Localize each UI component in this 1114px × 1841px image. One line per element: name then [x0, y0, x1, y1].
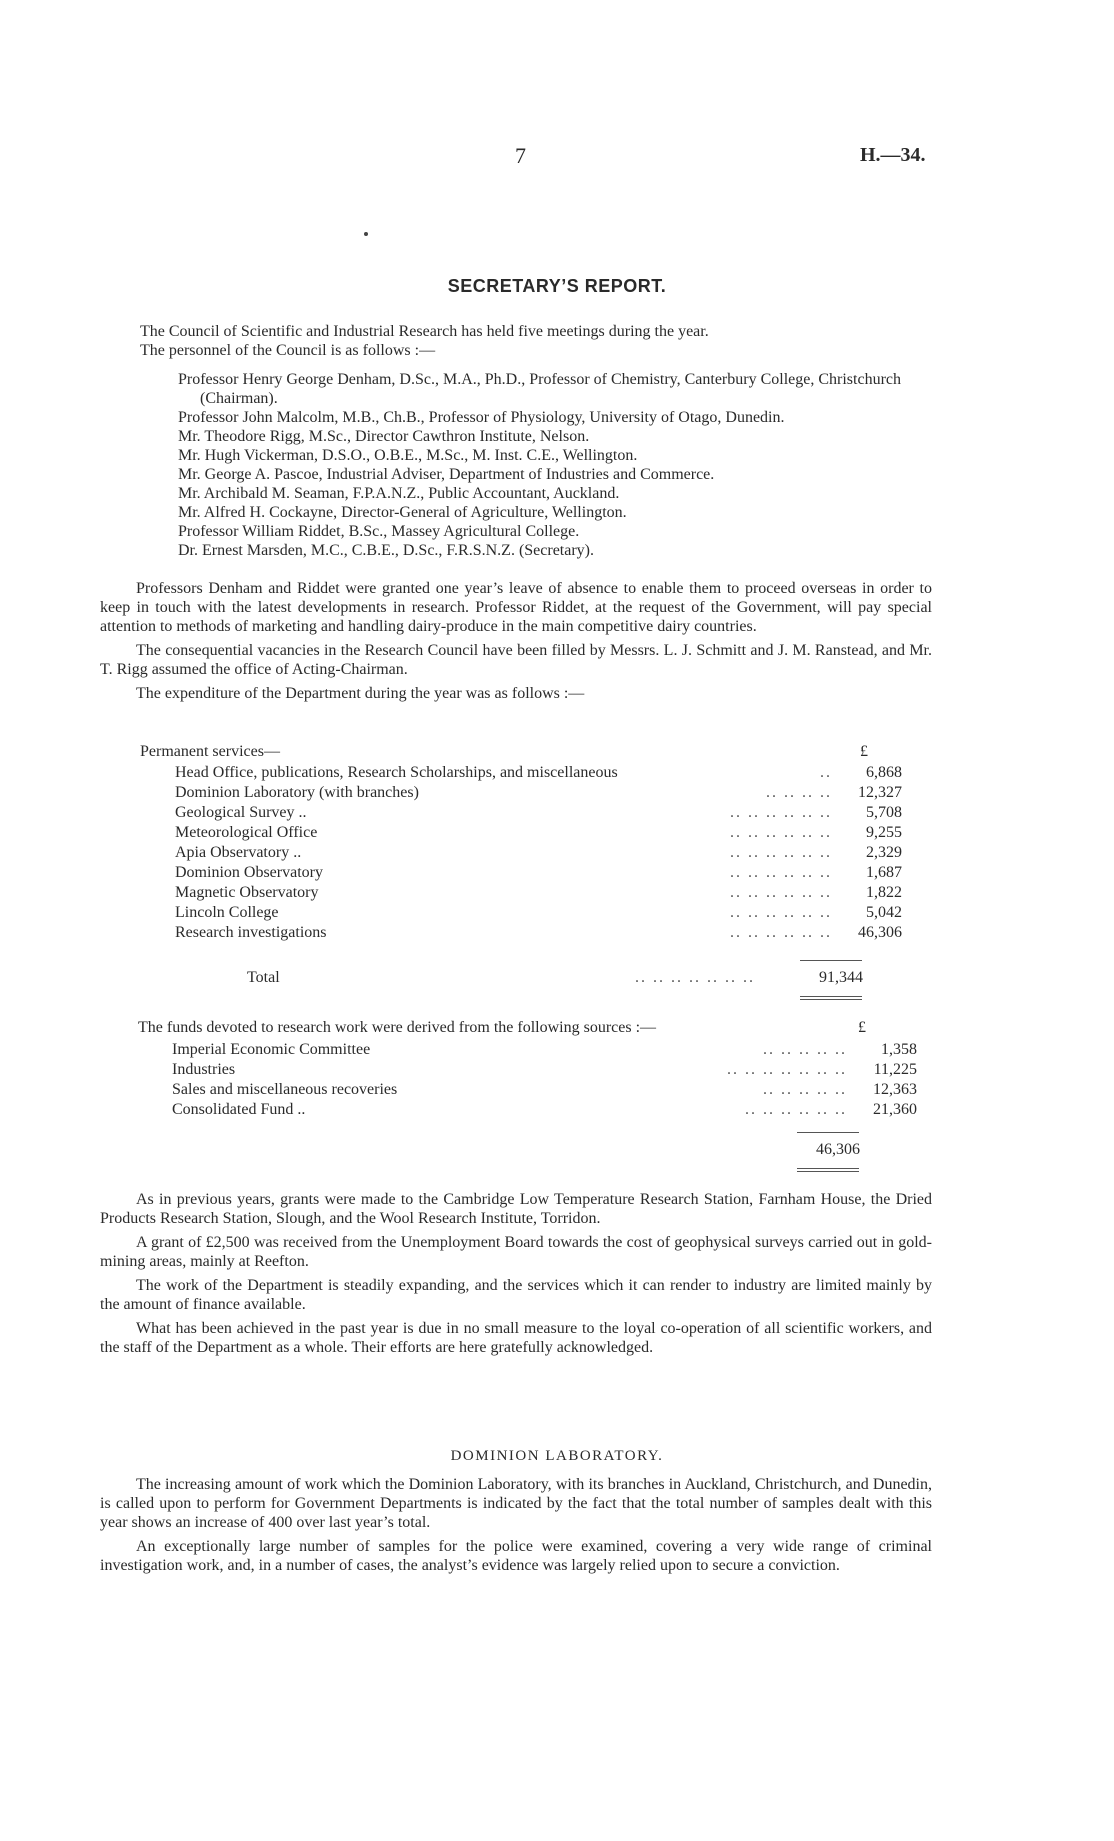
- council-member: Professor William Riddet, B.Sc., Massey Agricultural College.: [178, 523, 580, 540]
- expense-label: Apia Observatory ..: [175, 844, 302, 861]
- expense-value: 9,255: [866, 824, 902, 841]
- expense-value: 5,042: [866, 904, 902, 921]
- total-rule-bottom: [797, 1171, 859, 1172]
- table-row: [175, 763, 902, 783]
- funds-table: [172, 1040, 917, 1120]
- expense-label: Dominion Laboratory (with branches): [175, 784, 419, 801]
- subtotal-rule: [797, 1132, 859, 1133]
- table-row: [172, 1080, 917, 1100]
- council-member: Mr. George A. Pascoe, Industrial Adviser, Department of Industries and Commerce.: [178, 466, 715, 483]
- table-row: [175, 803, 902, 823]
- expense-label: Research investigations: [175, 924, 327, 941]
- fund-value: 21,360: [873, 1101, 917, 1118]
- dot-leader: .. .. .. .. .. ..: [730, 824, 832, 841]
- funds-currency: £: [858, 1019, 866, 1036]
- dot-leader: .. .. .. .. .. ..: [745, 1101, 847, 1118]
- funds-total-value: 46,306: [816, 1141, 860, 1158]
- expense-label: Dominion Observatory: [175, 864, 323, 881]
- body-paragraph: The work of the Department is steadily expanding, and the services which it can render to industry are limited mainly by the amount of finance available.: [100, 1277, 932, 1313]
- intro-line: The personnel of the Council is as follows :—: [140, 342, 436, 359]
- laboratory-paragraphs: [100, 1475, 932, 1580]
- fund-label: Sales and miscellaneous recoveries: [172, 1081, 398, 1098]
- expenditure-table: [175, 763, 902, 943]
- total-value: 91,344: [819, 969, 863, 986]
- council-member: Mr. Hugh Vickerman, D.S.O., O.B.E., M.Sc., M. Inst. C.E., Wellington.: [178, 447, 638, 464]
- council-member: Mr. Alfred H. Cockayne, Director-General of Agriculture, Wellington.: [178, 504, 627, 521]
- table-row: [175, 783, 902, 803]
- table-row: [172, 1100, 917, 1120]
- total-rule-bottom: [800, 999, 862, 1000]
- table-row: [175, 923, 902, 943]
- dot-leader: .. .. .. .. .. ..: [730, 884, 832, 901]
- body-paragraph: An exceptionally large number of samples for the police were examined, covering a very wide range of criminal investigation work, and, in a number of cases, the analyst’s evidence was largely relied upon to secure a conviction.: [100, 1538, 932, 1574]
- expenditure-heading: Permanent services—: [140, 743, 280, 760]
- dot-leader: ..: [820, 764, 832, 781]
- table-row: [175, 843, 902, 863]
- table-row: [172, 1040, 917, 1060]
- body-paragraph: The consequential vacancies in the Research Council have been filled by Messrs. L. J. Schmitt and J. M. Ranstead, and Mr. T. Rigg assumed the office of Acting-Chairman.: [100, 642, 932, 678]
- expense-value: 6,868: [866, 764, 902, 781]
- council-member: Dr. Ernest Marsden, M.C., C.B.E., D.Sc., F.R.S.N.Z. (Secretary).: [178, 542, 595, 559]
- body-paragraph: What has been achieved in the past year is due in no small measure to the loyal co-operation of all scientific workers, and the staff of the Department as a whole. Their efforts are here gratefully acknowledged.: [100, 1320, 932, 1356]
- fund-label: Consolidated Fund ..: [172, 1101, 306, 1118]
- council-member: Mr. Theodore Rigg, M.Sc., Director Cawthron Institute, Nelson.: [178, 428, 590, 445]
- body-paragraph: A grant of £2,500 was received from the Unemployment Board towards the cost of geophysical surveys carried out in gold-mining areas, mainly at Reefton.: [100, 1234, 932, 1270]
- fund-value: 1,358: [881, 1041, 917, 1058]
- table-row: [175, 863, 902, 883]
- body-paragraph: The expenditure of the Department during the year was as follows :—: [136, 685, 585, 702]
- expense-label: Head Office, publications, Research Scholarships, and miscellaneous: [175, 764, 618, 781]
- expense-value: 1,822: [866, 884, 902, 901]
- expense-label: Magnetic Observatory: [175, 884, 319, 901]
- fund-label: Imperial Economic Committee: [172, 1041, 371, 1058]
- dot-leader: .. .. .. ..: [766, 784, 832, 801]
- expense-value: 5,708: [866, 804, 902, 821]
- intro-line: The Council of Scientific and Industrial Research has held five meetings during the year.: [140, 323, 709, 340]
- table-row: [175, 883, 902, 903]
- council-members-list: [178, 370, 938, 560]
- total-label: Total: [247, 969, 280, 986]
- dot-leader: .. .. .. .. ..: [763, 1081, 847, 1098]
- expenditure-currency: £: [860, 743, 868, 760]
- report-title: SECRETARY’S REPORT.: [447, 276, 667, 296]
- print-speck: [364, 232, 368, 236]
- dot-leader: .. .. .. .. ..: [763, 1041, 847, 1058]
- fund-value: 12,363: [873, 1081, 917, 1098]
- expense-value: 2,329: [866, 844, 902, 861]
- table-row: [175, 903, 902, 923]
- expense-label: Meteorological Office: [175, 824, 318, 841]
- expense-value: 12,327: [858, 784, 902, 801]
- council-member: Professor Henry George Denham, D.Sc., M.A., Ph.D., Professor of Chemistry, Canterbury College, Christchurch (Chairman).: [178, 371, 901, 407]
- fund-label: Industries: [172, 1061, 236, 1078]
- dot-leader: .. .. .. .. .. ..: [730, 804, 832, 821]
- funds-heading: The funds devoted to research work were derived from the following sources :—: [138, 1019, 657, 1036]
- expense-label: Lincoln College: [175, 904, 279, 921]
- council-member: Professor John Malcolm, M.B., Ch.B., Professor of Physiology, University of Otago, Dunedin.: [178, 409, 785, 426]
- expense-label: Geological Survey ..: [175, 804, 307, 821]
- leave-paragraphs: [100, 579, 932, 708]
- dot-leader: .. .. .. .. .. ..: [730, 904, 832, 921]
- dot-leader: .. .. .. .. .. ..: [730, 924, 832, 941]
- dot-leader: .. .. .. .. .. .. ..: [635, 969, 755, 986]
- dot-leader: .. .. .. .. .. .. ..: [727, 1061, 847, 1078]
- body-paragraph: Professors Denham and Riddet were granted one year’s leave of absence to enable them to proceed overseas in order to keep in touch with the latest developments in research. Professor Riddet, at the request of the Government, will pay special attention to methods of marketing and handling dairy-produce in the main competitive dairy countries.: [100, 580, 932, 635]
- page-number: 7: [515, 143, 526, 168]
- total-rule-top: [797, 1168, 859, 1169]
- council-member: Mr. Archibald M. Seaman, F.P.A.N.Z., Public Accountant, Auckland.: [178, 485, 620, 502]
- total-rule-top: [800, 996, 862, 997]
- dot-leader: .. .. .. .. .. ..: [730, 844, 832, 861]
- section-title: DOMINION LABORATORY.: [450, 1448, 664, 1464]
- table-row: [175, 823, 902, 843]
- fund-value: 11,225: [873, 1061, 917, 1078]
- grants-paragraphs: [100, 1190, 932, 1362]
- expense-value: 1,687: [866, 864, 902, 881]
- body-paragraph: The increasing amount of work which the Dominion Laboratory, with its branches in Auckland, Christchurch, and Dunedin, is called upon to perform for Government Departments is indicated by the fact that the total number of samples dealt with this year shows an increase of 400 over last year’s total.: [100, 1476, 932, 1531]
- intro: [140, 322, 930, 360]
- subtotal-rule: [800, 960, 862, 961]
- body-paragraph: As in previous years, grants were made to the Cambridge Low Temperature Research Station, Farnham House, the Dried Products Research Station, Slough, and the Wool Research Institute, Torridon.: [100, 1191, 932, 1227]
- table-row: [172, 1060, 917, 1080]
- document-reference: H.—34.: [860, 144, 926, 166]
- dot-leader: .. .. .. .. .. ..: [730, 864, 832, 881]
- expense-value: 46,306: [858, 924, 902, 941]
